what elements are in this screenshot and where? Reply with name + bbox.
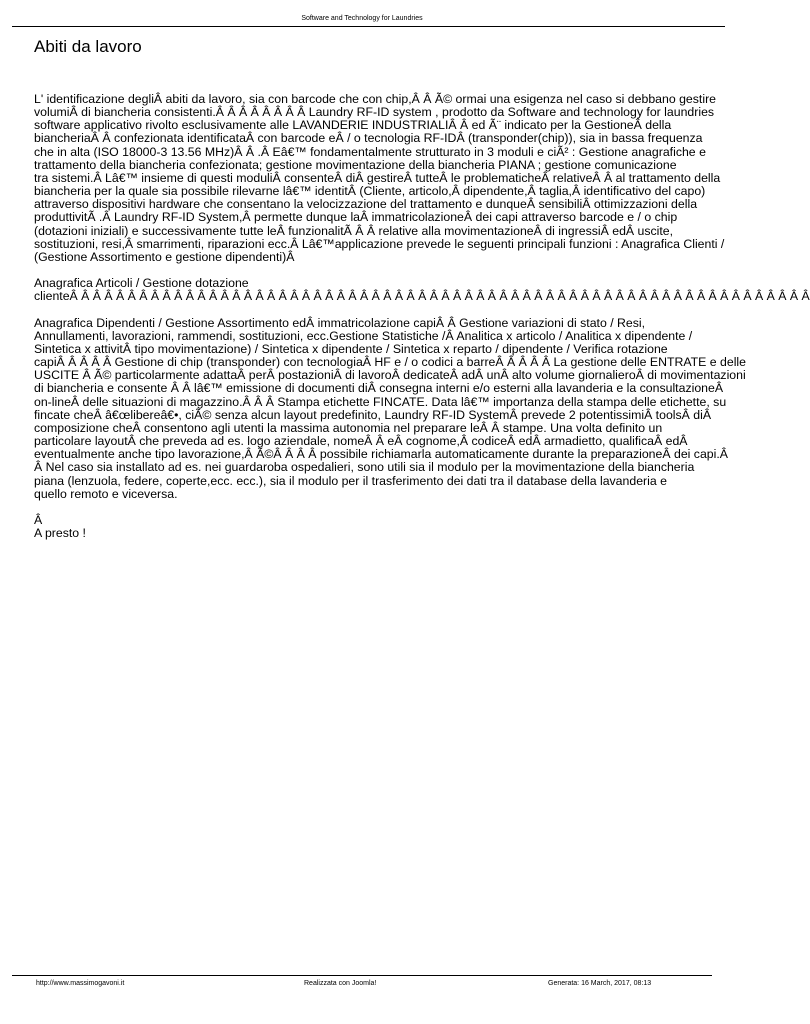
- site-name: Software and Technology for Laundries: [301, 15, 423, 22]
- article-body: [34, 92, 810, 541]
- text-line: A presto !: [34, 526, 86, 541]
- text-line: quello remoto e viceversa.: [34, 486, 178, 501]
- text-line: particolare layoutÂ che preveda ad es. logo aziendale, nomeÂ Â eÂ cognome,Â codiceÂ edÂ armadietto, qualificaÂ edÂ: [34, 434, 688, 449]
- text-line: biancheria per la quale sia possibile rilevarne lâ€™ identitÂ (Cliente, articolo,Â dipendente,Â taglia,Â identificativo del capo): [34, 184, 706, 199]
- text-line: Â Nel caso sia installato ad es. nei guardaroba ospedalieri, sono utili sia il modulo per la movimentazione della biancheria: [34, 460, 695, 475]
- footer-generated: Generata: 16 March, 2017, 08:13: [548, 980, 652, 987]
- site-footer: [12, 975, 712, 990]
- article-paragraph: [34, 315, 746, 501]
- text-line: di biancheria e consente Â Â lâ€™ emissione di documenti diÂ consegna interni e/o esterni alla lavanderia e la consultazioneÂ: [34, 381, 724, 396]
- paragraph-gap: [34, 501, 725, 514]
- text-line: USCITE Â Ã© particolarmente adattaÂ perÂ postazioniÂ di lavoroÂ dedicateÂ adÂ unÂ alto volume giornalieroÂ di movimentazioni: [34, 368, 746, 383]
- text-line: Anagrafica Articoli / Gestione dotazione: [34, 276, 249, 291]
- page-title: Abiti da lavoro: [34, 37, 142, 56]
- text-line: (dotazioni iniziali) e successivamente tutte leÂ funzionalitÃ Â Â relative alla movimentazioneÂ di ingressiÂ edÂ uscite,: [34, 223, 674, 238]
- text-line: piana (lenzuola, federe, coperte,ecc. ecc.), sia il modulo per il trasferimento dei dati tra il database della lavanderia e: [34, 473, 667, 488]
- text-line: (Gestione Assortimento e gestione dipendenti)Â: [34, 249, 295, 264]
- text-line: fincate cheÂ â€œlibereâ€•, ciÃ© senza alcun layout predefinito, Laundry RF-ID SystemÂ prevede 2 potentissimiÂ toolsÂ diÂ: [34, 407, 712, 422]
- text-line: capiÂ Â Â Â Â Gestione di chip (transponder) con tecnologiaÂ HF e / o codici a barreÂ Â Â Â Â La gestione delle ENTRATE e delle: [34, 355, 746, 370]
- article-paragraph: [34, 93, 725, 264]
- article: [34, 32, 810, 541]
- text-line: eventualmente anche tipo lavorazione,Â Ã©Â Â Â Â possibile richiamarla automaticamente durante la preparazioneÂ dei capi.Â: [34, 447, 728, 462]
- article-paragraph: [34, 276, 810, 304]
- text-line: sostituzioni, resi,Â smarrimenti, riparazioni ecc.Â Lâ€™applicazione prevede le seguenti principali funzioni : Anagrafica Clienti /: [34, 236, 725, 251]
- footer-url-link[interactable]: http://www.massimogavoni.it: [36, 980, 125, 987]
- site-header: [12, 14, 725, 27]
- text-line: che in alta (ISO 18000-3 13.56 MHz)Â Â .Â Eâ€™ fondamentalmente strutturato in 3 moduli e ciÃ² : Gestione anagrafiche e: [34, 144, 706, 159]
- text-line: on-lineÂ delle situazioni di magazzino.Â Â Â Stampa etichette FINCATE. Data lâ€™ importanza della stampa delle etichette, su: [34, 394, 727, 409]
- footer-cms: Realizzata con Joomla!: [304, 980, 377, 987]
- text-line: trattamento della biancheria confezionata; gestione movimentazione della biancheria PIANA ; gestione comunicazione: [34, 157, 677, 172]
- text-line: L' identificazione degliÂ abiti da lavoro, sia con barcode che con chip,Â Â Ã© ormai una esigenza nel caso si debbano gestire: [34, 92, 717, 106]
- text-line: composizione cheÂ consentono agli utenti la massima autonomia nel preparare leÂ Â stampe. Una volta definito un: [34, 420, 663, 435]
- text-line: biancheriaÂ Â confezionata identificataÂ con barcode eÂ / o tecnologia RF-IDÂ (transponder(chip)), sia in bassa frequenza: [34, 131, 703, 146]
- text-line: Â: [34, 512, 43, 527]
- text-line: software applicativo rivolto esclusivamente alle LAVANDERIE INDUSTRIALIÂ Â ed Ã¨ indicato per la GestioneÂ della: [34, 118, 672, 133]
- text-line: Anagrafica Dipendenti / Gestione Assortimento edÂ immatricolazione capiÂ Â Gestione variazioni di stato / Resi,: [34, 315, 646, 330]
- paragraph-gap: [34, 303, 725, 316]
- text-line: attraverso dispositivi hardware che consentano la velocizzazione del trattamento e dunqueÂ sensibiliÂ ottimizzazioni della: [34, 197, 698, 212]
- article-paragraph: [34, 514, 725, 540]
- text-line: Sintetica x attivitÂ tipo movimentazione) / Sintetica x dipendente / Sintetica x reparto / dipendente / Verifica rotazione: [34, 341, 668, 356]
- text-line: tra sistemi.Â Lâ€™ insieme di questi moduliÂ consenteÂ diÂ gestireÂ tutteÂ le problematicheÂ relativeÂ Â al trattamento della: [34, 170, 721, 185]
- text-line: volumiÂ di biancheria consistenti.Â Â Â Â Â Â Â Â Laundry RF-ID system , prodotto da Software and technology for laundries: [34, 105, 715, 120]
- text-line: clienteÂ Â Â Â Â Â Â Â Â Â Â Â Â Â Â Â Â Â Â Â Â Â Â Â Â Â Â Â Â Â Â Â Â Â Â Â Â Â Â Â Â Â Â Â Â Â Â Â Â Â Â Â Â Â Â Â Â Â Â Â Â Â Â Â: [34, 289, 810, 304]
- text-line: Annullamenti, lavorazioni, rammendi, sostituzioni, ecc.Gestione Statistiche /Â Analitica x articolo / Analitica x dipendente /: [34, 328, 693, 343]
- text-line: produttivitÃ .Â Laundry RF-ID System,Â permette dunque laÂ immatricolazioneÂ dei capi attraverso barcode e / o chip: [34, 210, 678, 225]
